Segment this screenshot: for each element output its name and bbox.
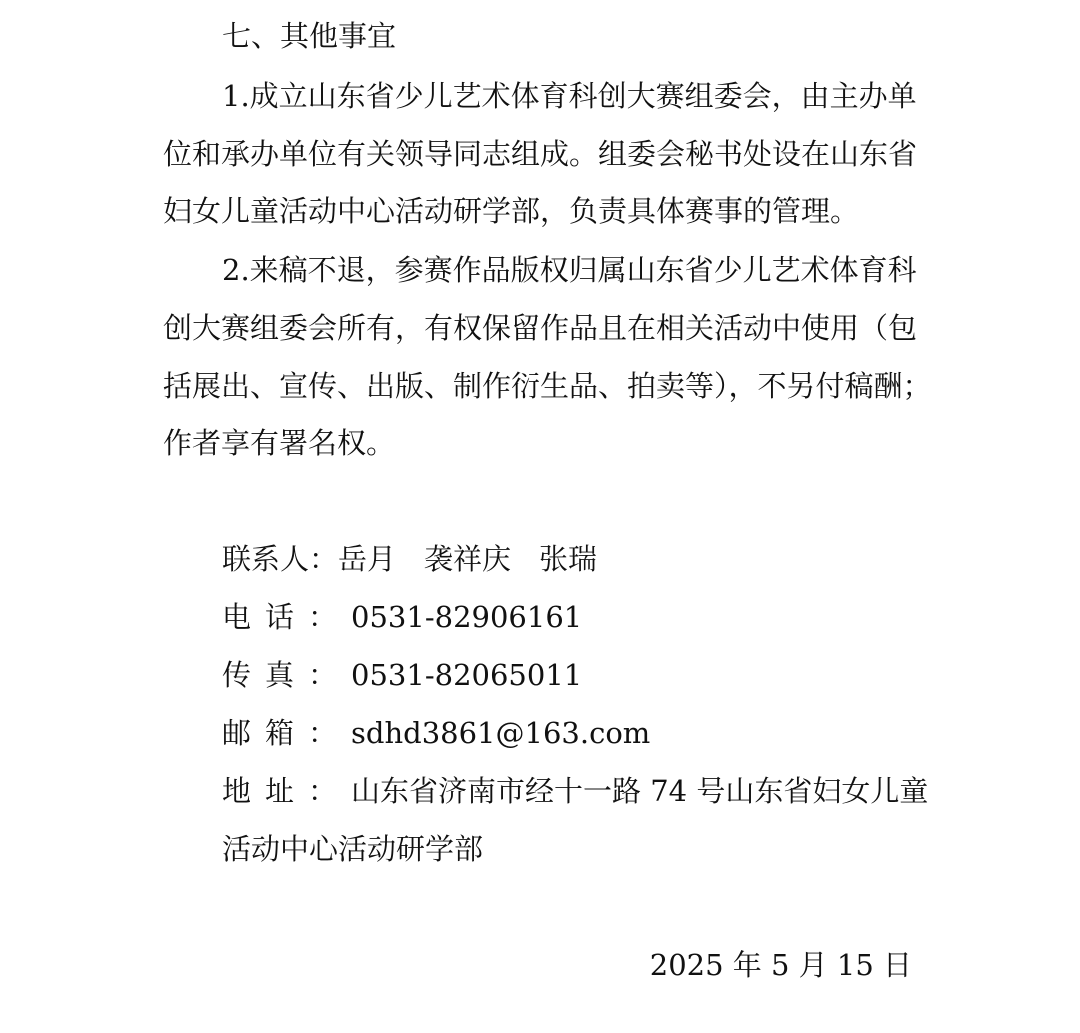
contact-person-row: [222, 539, 597, 579]
section-title: 七、其他事宜: [222, 19, 397, 53]
contact-phone-row: [222, 597, 582, 637]
item1-line2: 位和承办单位有关领导同志组成。组委会秘书处设在山东省: [163, 137, 918, 171]
item2-line4: 作者享有署名权。: [163, 426, 396, 460]
contact-person-3: 张瑞: [539, 542, 598, 576]
contact-person-2: 袭祥庆: [424, 542, 512, 576]
contact-address-row: [222, 771, 928, 811]
item2-line3: 括展出、宣传、出版、制作衍生品、拍卖等），不另付稿酬；: [163, 369, 932, 403]
contact-person-1: 岳月: [338, 542, 397, 576]
contact-email-row: [222, 713, 650, 753]
document-date: 2025 年 5 月 15 日: [649, 948, 912, 982]
phone-value: 0531-82906161: [351, 600, 583, 634]
phone-label: 电话：: [222, 600, 352, 634]
item1-line3: 妇女儿童活动中心活动研学部，负责具体赛事的管理。: [163, 194, 860, 228]
fax-label: 传真：: [222, 658, 352, 692]
fax-value: 0531-82065011: [351, 658, 583, 692]
contact-fax-row: [222, 655, 582, 695]
address-line2: 活动中心活动研学部: [222, 832, 484, 866]
item2-line1: 2.来稿不退，参赛作品版权归属山东省少儿艺术体育科: [222, 253, 917, 287]
email-label: 邮箱：: [222, 716, 352, 750]
address-line1: 山东省济南市经十一路 74 号山东省妇女儿童: [351, 774, 929, 808]
item2-line2: 创大赛组委会所有，有权保留作品且在相关活动中使用（包: [163, 311, 918, 345]
email-value: sdhd3861@163.com: [351, 716, 651, 750]
item1-line1: 1.成立山东省少儿艺术体育科创大赛组委会，由主办单: [222, 79, 917, 113]
contact-person-label: 联系人：: [222, 542, 339, 576]
address-label: 地址：: [222, 774, 352, 808]
